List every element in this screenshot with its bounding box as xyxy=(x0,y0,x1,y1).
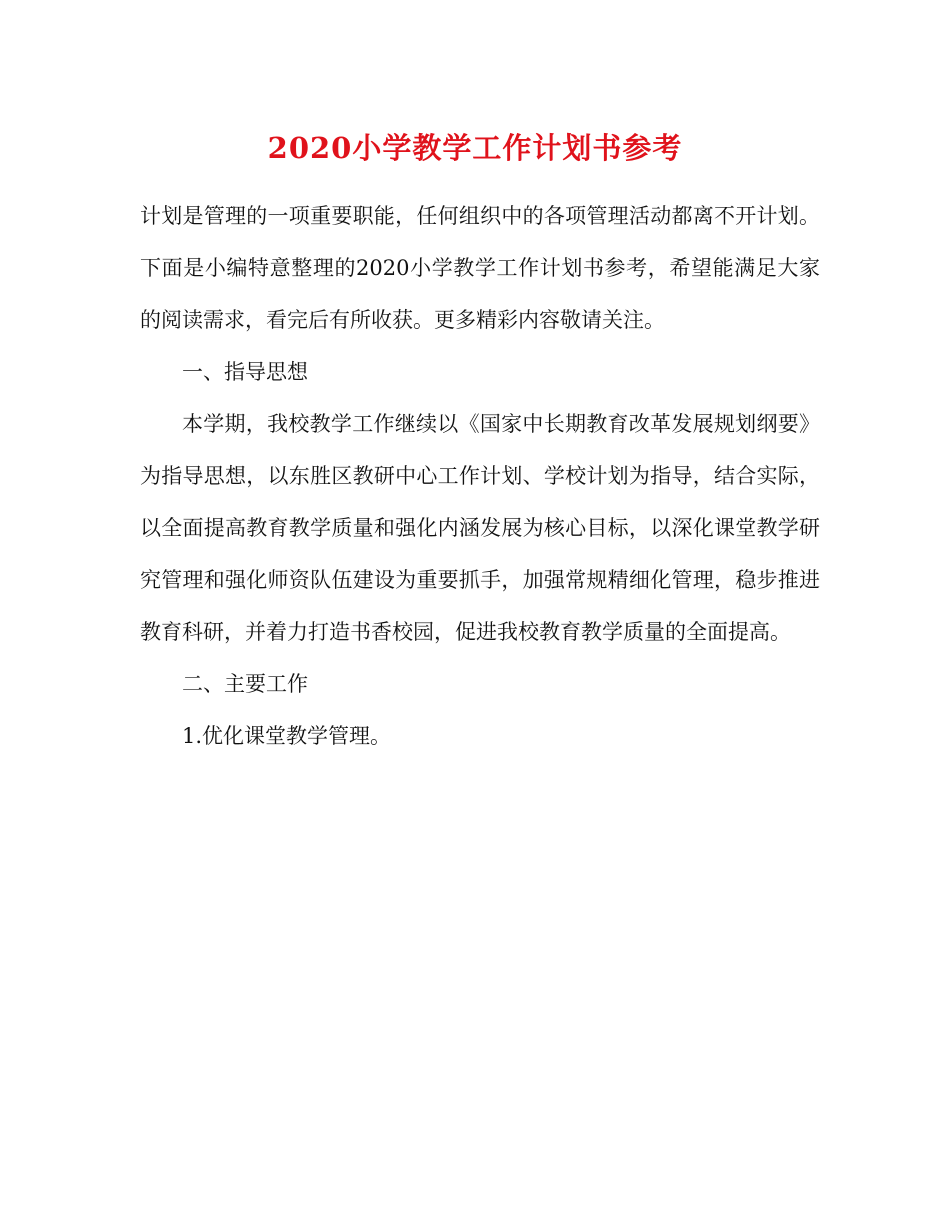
guiding-ideology-paragraph: 本学期，我校教学工作继续以《国家中长期教育改革发展规划纲要》为指导思想，以东胜区教研中心工作计划、学校计划为指导，结合实际，以全面提高教育教学质量和强化内涵发展为核心目标，以深化课堂教学研究管理和强化师资队伍建设为重要抓手，加强常规精细化管理，稳步推进教育科研，并着力打造书香校园，促进我校教育教学质量的全面提高。 xyxy=(140,412,820,644)
section-heading-guiding-ideology: 一、指导思想 xyxy=(182,360,308,384)
main-work-item-1: 1.优化课堂教学管理。 xyxy=(182,724,392,748)
intro-paragraph: 计划是管理的一项重要职能，任何组织中的各项管理活动都离不开计划。下面是小编特意整理的2020小学教学工作计划书参考，希望能满足大家的阅读需求，看完后有所收获。更多精彩内容敬请关注。 xyxy=(140,204,820,332)
section-heading-main-work: 二、主要工作 xyxy=(182,672,308,696)
document-body xyxy=(140,190,820,762)
document-title: 2020小学教学工作计划书参考 xyxy=(267,131,683,165)
